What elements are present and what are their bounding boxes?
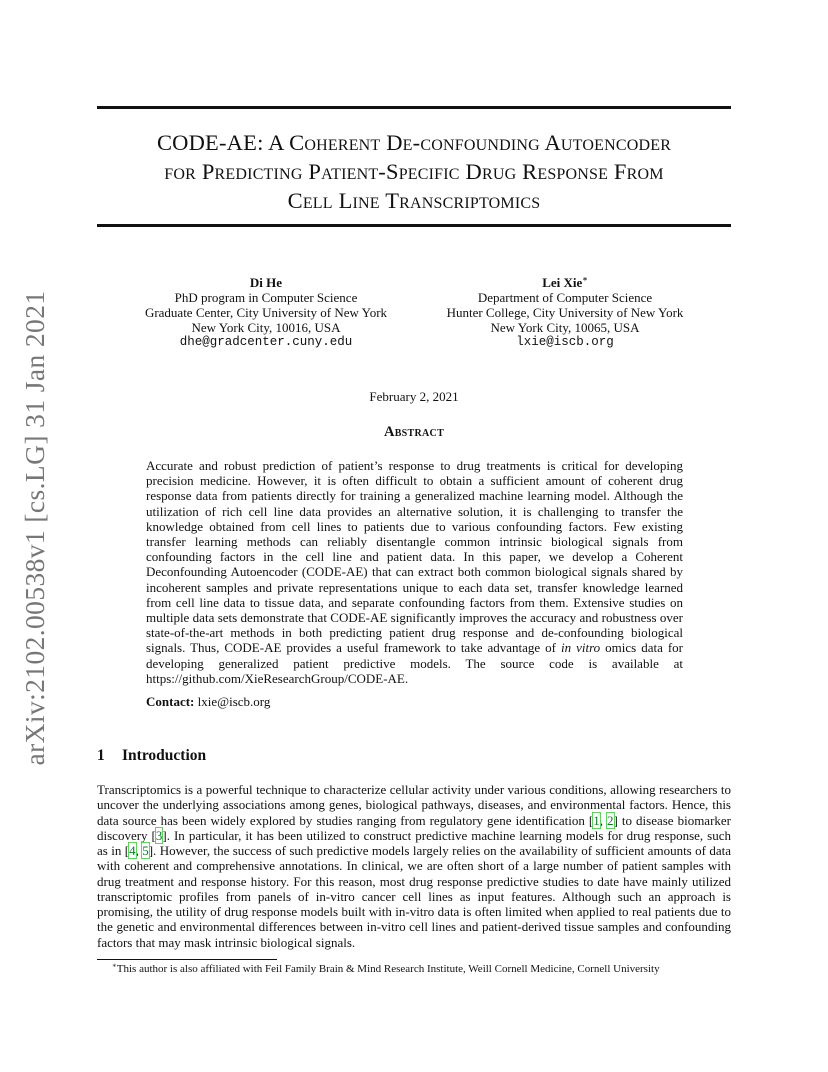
author-email[interactable]: dhe@gradcenter.cuny.edu [179,335,353,349]
author-affiliation: New York City, 10016, USA [191,320,341,335]
author-name: Di He [249,275,283,290]
contact-label: Contact: [146,694,195,709]
section-title: Introduction [122,747,207,764]
author-affiliation: PhD program in Computer Science [174,290,358,305]
paper-date: February 2, 2021 [369,389,459,404]
contact-email[interactable]: lxie@iscb.org [194,694,271,709]
author-affiliation: Hunter College, City University of New York [446,305,684,320]
footnote: ∗This author is also affiliated with Feil Family Brain & Mind Research Institute, Weill Cornell Medicine, Cornell University [112,961,660,975]
section-heading [97,747,206,765]
title-rule-top [97,106,731,109]
title-line-1-a: CODE-AE: A [156,130,290,155]
abstract-italic: in vitro [560,640,601,656]
citation-link[interactable]: 2 [607,812,614,828]
title-line-2: for Predicting Patient-Specific Drug Response From [164,159,664,184]
title-line-1 [97,128,731,157]
author-block-2 [415,275,715,350]
arxiv-identifier: arXiv:2102.00538v1 [cs.LG] 31 Jan 2021 [19,290,50,766]
intro-paragraph: Transcriptomics is a powerful technique to characterize cellular activity under various conditions, allowing researchers to uncover the underlying associations among genes, biological pathways, diseases, and environmental factors. Hence, this data source has been widely explored by studies ranging from regulatory gene identification [1, 2] to disease biomarker discovery [3]. In particular, it has been utilized to construct predictive machine learning models for drug response, such as in [4, 5]. However, the success of such predictive models largely relies on the availability of sufficient amounts of data with coherent and comprehensive annotations. In clinical, we are often short of a large number of patient samples with drug treatment and response history. For this reason, most drug response predictive studies to date have mainly utilized transcriptomic profiles from panels of in-vitro cancer cell lines as input features. Although such an approach is promising, the utility of drug response models built with in-vitro data is often limited when applied to real patients due to the genetic and environmental differences between in-vitro cell lines and patient-derived tissue samples and confounding factors that may mask intrinsic biological signals. [97,782,732,950]
citation-link[interactable]: 4 [129,843,136,858]
section-number: 1 [97,747,105,764]
footnote-rule [97,959,277,960]
citation-link[interactable]: 1 [593,812,600,828]
title-rule-bottom [97,224,731,227]
author-email[interactable]: lxie@iscb.org [516,335,614,349]
contact-line [146,694,270,710]
paper-title [97,128,731,215]
footnote-marker: ∗ [112,961,117,970]
author-affiliation: Department of Computer Science [477,290,653,305]
author-block-1 [116,275,416,350]
author-affiliation: Graduate Center, City University of New York [144,305,388,320]
author-name: Lei Xie∗ [542,274,588,290]
abstract-heading: Abstract [383,424,445,440]
citation-link[interactable]: 5 [142,843,149,858]
author-affiliation: New York City, 10065, USA [490,320,640,335]
title-line-3: Cell Line Transcriptomics [287,188,541,213]
footnote-marker: ∗ [582,274,588,284]
arxiv-sidebar [0,0,60,1072]
title-line-1-b: Coherent De-confounding Autoencoder [289,130,672,155]
citation-link[interactable]: 3 [155,827,163,843]
abstract-body: Accurate and robust prediction of patient’s response to drug treatments is critical for developing precision medicine. However, it is often difficult to obtain a sufficient amount of coherent drug response data from patients directly for training a generalized machine learning model. Although the utilization of rich cell line data provides an alternative solution, it is challenging to transfer the knowledge obtained from cell lines to patients due to various confounding factors. Few existing transfer learning methods can reliably disentangle common intrinsic biological signals from confounding factors in the cell line and patient data. In this paper, we develop a Coherent Deconfounding Autoencoder (CODE-AE) that can extract both common biological signals shared by incoherent samples and private representations unique to each data set, transfer knowledge learned from cell line data to tissue data, and separate confounding factors from them. Extensive studies on multiple data sets demonstrate that CODE-AE significantly improves the accuracy and robustness over state-of-the-art methods in both predicting patient drug response and de-confounding biological signals. Thus, CODE-AE provides a useful framework to take advantage of in vitro omics data for developing generalized patient predictive models. The source code is available at https://github.com/XieResearchGroup/CODE-AE. [146,458,683,686]
